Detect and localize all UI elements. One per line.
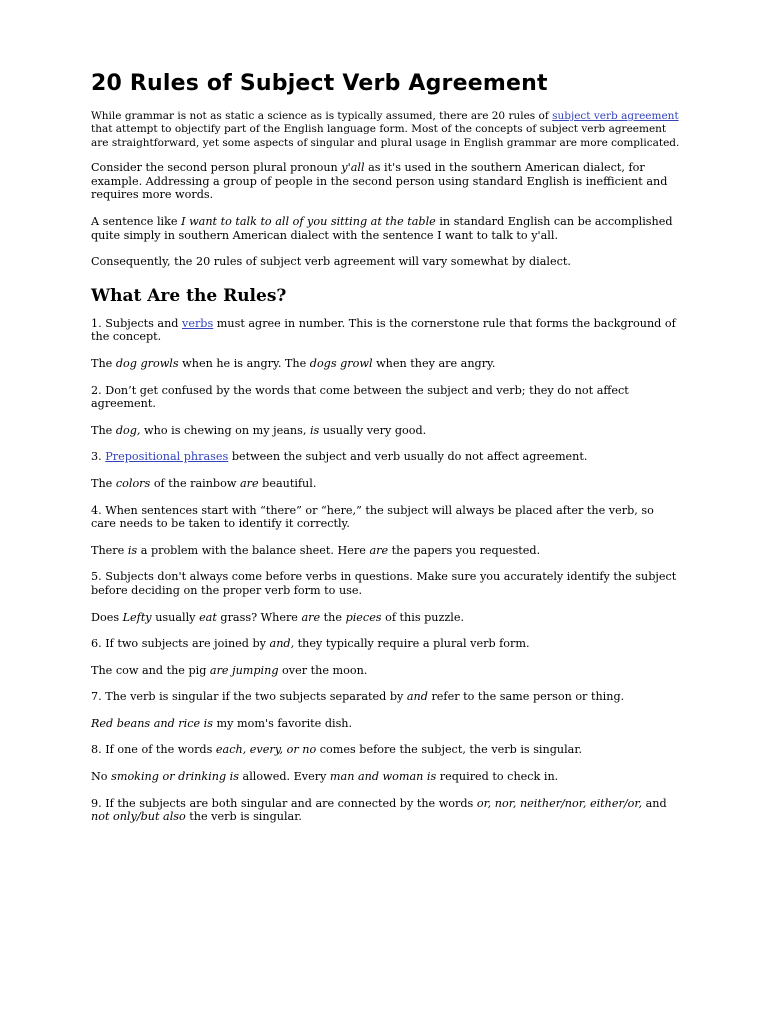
intro-text-before: While grammar is not as static a science as is typically assumed, there are 20 rules of — [91, 110, 553, 122]
italic-run: and, — [269, 637, 295, 651]
italic-run: eat — [199, 610, 217, 624]
italic-run: are — [369, 543, 389, 557]
text-run: beautiful. — [258, 476, 317, 490]
italic-run: are — [239, 476, 259, 490]
text-run: The — [91, 476, 116, 490]
text-run: 3. — [91, 450, 106, 464]
text-run: The cow and the pig — [91, 663, 210, 677]
text-run: No — [91, 770, 112, 784]
rule-8 — [91, 743, 681, 757]
text-run: the verb is singular. — [185, 810, 302, 824]
intro-paragraph — [91, 110, 681, 150]
italic-run: smoking or drinking is — [111, 770, 239, 784]
italic-run: dogs growl — [309, 356, 373, 370]
text-run: a problem with the balance sheet. Here — [137, 543, 370, 557]
italic-run: and — [406, 690, 428, 704]
text-run: Consider the second person plural pronoun — [91, 161, 342, 175]
italic-run: I want to talk to all of you sitting at the table — [181, 215, 436, 228]
text-run: 9. If the subjects are both singular and are connected by the words — [91, 796, 477, 810]
text-run: grass? Where — [216, 610, 302, 624]
rule-5: 5. Subjects don't always come before verbs in questions. Make sure you accurately identify the subject before deciding on the proper verb form to use. — [91, 570, 677, 597]
text-run: The — [91, 356, 116, 370]
rule-9 — [91, 797, 681, 824]
italic-run: are — [301, 610, 321, 624]
italic-run: each, every, or no — [215, 743, 317, 757]
example-5 — [91, 611, 681, 625]
example-6 — [91, 664, 681, 678]
text-run: in standard English can be accomplished quite simply in southern American dialect with the sentence I want to talk to y'all. — [91, 215, 673, 242]
text-run: required to check in. — [436, 770, 559, 784]
example-4 — [91, 544, 681, 558]
verbs-link[interactable]: verbs — [182, 316, 214, 330]
example-3 — [91, 477, 681, 491]
text-run: the — [320, 610, 346, 624]
text-run: of this puzzle. — [381, 610, 465, 624]
rule-6 — [91, 637, 681, 651]
italic-run: man and woman is — [329, 770, 437, 784]
subject-verb-agreement-link[interactable]: subject verb agreement — [552, 110, 679, 122]
text-run: and — [642, 796, 667, 810]
text-run: when they are angry. — [372, 356, 496, 370]
italic-run: are jumping — [209, 663, 279, 677]
text-run: There — [91, 543, 128, 557]
text-run: 1. Subjects and — [91, 316, 183, 330]
text-run: comes before the subject, the verb is singular. — [316, 743, 583, 757]
italic-run: pieces — [345, 610, 382, 624]
text-run: between the subject and verb usually do not affect agreement. — [228, 450, 588, 464]
italic-run: colors — [115, 476, 151, 490]
text-run: A sentence like — [91, 215, 182, 228]
text-run: of the rainbow — [150, 476, 240, 490]
italic-run: not only/but also — [91, 810, 186, 824]
sentence-paragraph — [91, 215, 681, 242]
consequently-paragraph: Consequently, the 20 rules of subject verb agreement will vary somewhat by dialect. — [91, 255, 571, 269]
yall-paragraph — [91, 161, 681, 202]
text-run: refer to the same person or thing. — [427, 690, 625, 704]
rule-1 — [91, 317, 681, 344]
italic-run: dog, — [115, 423, 141, 437]
italic-run: y'all — [341, 161, 365, 175]
text-run: 6. If two subjects are joined by — [91, 637, 270, 651]
text-run: over the moon. — [278, 663, 368, 677]
example-7 — [91, 717, 681, 731]
text-run: they typically require a plural verb form. — [294, 637, 530, 651]
text-run: Does — [91, 610, 123, 624]
document-page — [91, 70, 681, 837]
page-title: 20 Rules of Subject Verb Agreement — [91, 71, 548, 96]
rule-2: 2. Don’t get confused by the words that come between the subject and verb; they do not affect agreement. — [91, 383, 629, 411]
rules-heading: What Are the Rules? — [91, 285, 287, 306]
example-2 — [91, 424, 681, 438]
example-8 — [91, 770, 681, 784]
intro-text-after: that attempt to objectify part of the English language form. Most of the concepts of subject verb agreement are straightforward, yet some aspects of singular and plural usage in English grammar are more complicated. — [91, 123, 680, 149]
prepositional-phrases-link[interactable]: Prepositional phrases — [105, 450, 229, 464]
italic-run: is — [127, 543, 138, 557]
text-run: allowed. Every — [239, 770, 330, 784]
rule-4: 4. When sentences start with “there” or “here,” the subject will always be placed after the verb, so care needs to be taken to identify it correctly. — [91, 503, 654, 531]
text-run: when he is angry. The — [178, 356, 310, 370]
rule-7 — [91, 690, 681, 704]
text-run: as it's used in the southern American dialect, for example. Addressing a group of people in the second person using standard English is inefficient and requires more words. — [91, 161, 668, 202]
text-run: my mom's favorite dish. — [213, 716, 353, 730]
italic-run: Red beans and rice is — [91, 716, 213, 730]
text-run: 7. The verb is singular if the two subjects separated by — [91, 690, 407, 704]
text-run: The — [91, 423, 116, 437]
italic-run: dog growls — [115, 356, 179, 370]
text-run: usually very good. — [319, 423, 427, 437]
italic-run: is — [309, 423, 320, 437]
text-run: must agree in number. This is the cornerstone rule that forms the background of the concept. — [91, 316, 676, 344]
text-run: the papers you requested. — [388, 543, 541, 557]
text-run: usually — [151, 610, 200, 624]
text-run: who is chewing on my jeans, — [140, 423, 310, 437]
example-1 — [91, 357, 681, 371]
rule-3 — [91, 450, 681, 464]
italic-run: or, nor, neither/nor, either/or, — [476, 796, 643, 810]
italic-run: Lefty — [122, 610, 152, 624]
text-run: 8. If one of the words — [91, 743, 216, 757]
